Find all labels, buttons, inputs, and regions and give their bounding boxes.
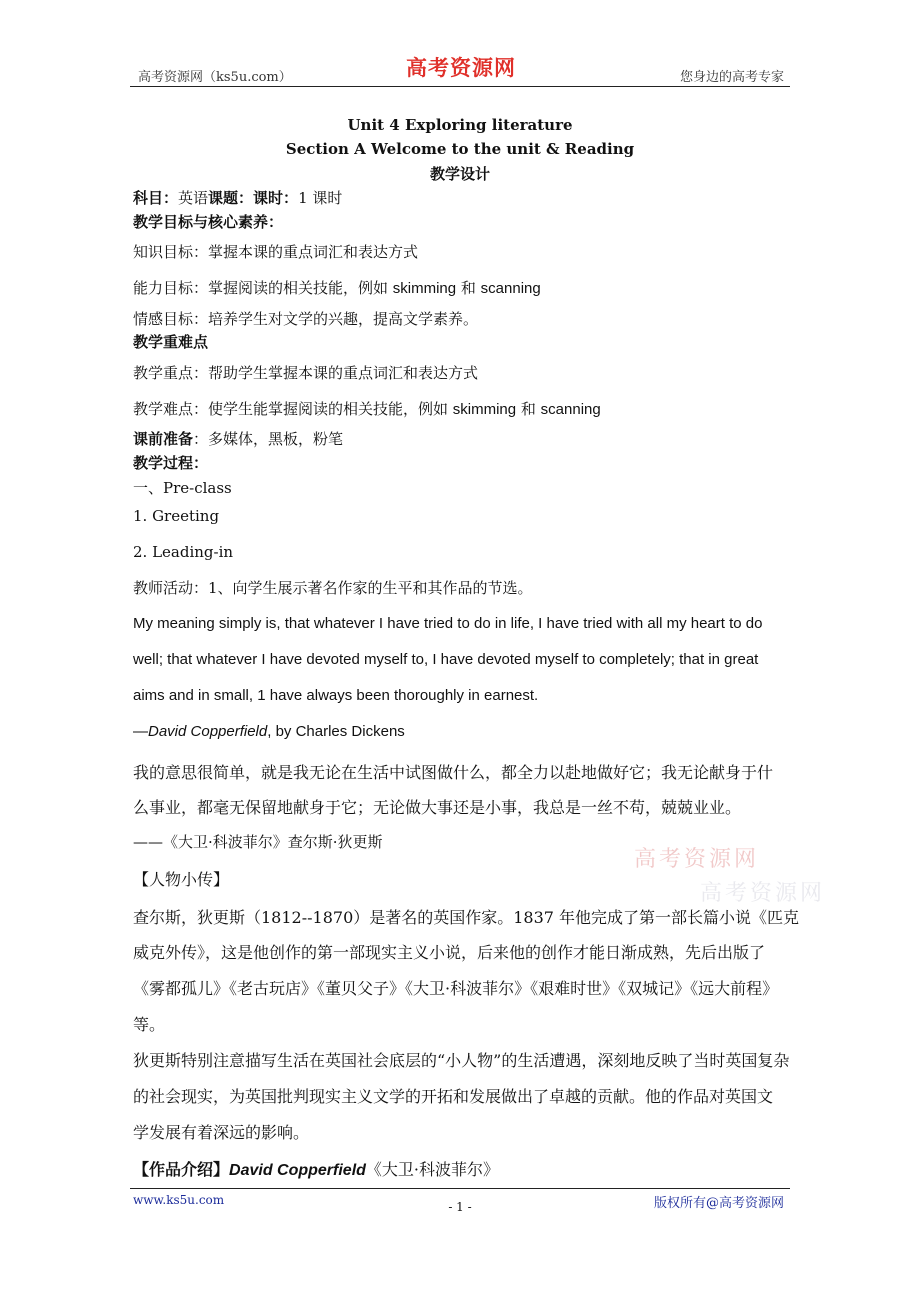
work-heading: 【作品介绍】	[133, 1160, 230, 1179]
subject-label: 科目：	[133, 189, 179, 207]
page-number: - 1 -	[448, 1200, 472, 1214]
prep-label: 课前准备	[133, 430, 194, 448]
quote-line-2: well; that whatever I have devoted myself to, I have devoted myself to completely; that in great	[133, 651, 759, 668]
key-difficulty-and: 和	[516, 400, 541, 418]
unit-title: Unit 4 Exploring literature	[347, 116, 573, 134]
quote-line-3: aims and in small, 1 have always been thoroughly in earnest.	[133, 687, 539, 704]
header-logo: 高考资源网	[406, 55, 516, 80]
goal-ability-prefix: 能力目标：掌握阅读的相关技能，例如	[133, 279, 393, 297]
preclass-heading: 一、Pre-class	[133, 479, 232, 497]
goal-ability-scanning: scanning	[480, 280, 541, 297]
header-site-name: 高考资源网（ks5u.com）	[138, 70, 292, 85]
goals-heading: 教学目标与核心素养：	[133, 213, 284, 231]
work-title: David Copperfield	[229, 1162, 366, 1179]
hours-value: 1 课时	[298, 189, 343, 207]
bio-p1-line-3: 《雾都孤儿》《老古玩店》《董贝父子》《大卫·科波菲尔》《艰难时世》《双城记》《远大前程》	[133, 979, 779, 998]
subject-value: 英语	[178, 189, 209, 207]
work-cn-title: 《大卫·科波菲尔》	[365, 1160, 500, 1179]
hours-label: 课时：	[253, 189, 299, 207]
quote-source	[133, 723, 405, 740]
bio-p2-line-3: 学发展有着深远的影响。	[133, 1123, 310, 1142]
header-divider	[130, 86, 790, 87]
bio-p2-line-1: 狄更斯特别注意描写生活在英国社会底层的“小人物”的生活遭遇，深刻地反映了当时英国复杂	[133, 1051, 790, 1070]
key-difficulty-scanning: scanning	[540, 401, 601, 418]
translation-line-2: 么事业，都毫无保留地献身于它；无论做大事还是小事，我总是一丝不苟，兢兢业业。	[133, 798, 742, 817]
goal-emotion: 情感目标：培养学生对文学的兴趣，提高文学素养。	[133, 310, 479, 328]
topic-label: 课题：	[208, 189, 254, 207]
goal-ability-and: 和	[456, 279, 481, 297]
quote-line-1: My meaning simply is, that whatever I have tried to do in life, I have tried with all my heart to do	[133, 615, 763, 632]
footer-url[interactable]: www.ks5u.com	[133, 1193, 225, 1207]
step-greeting: 1. Greeting	[133, 507, 220, 525]
footer-divider	[130, 1188, 790, 1189]
work-intro	[133, 1157, 499, 1180]
key-points-heading: 教学重难点	[133, 333, 209, 351]
key-difficulty-skimming: skimming	[452, 401, 517, 418]
key-focus: 教学重点：帮助学生掌握本课的重点词汇和表达方式	[133, 364, 479, 382]
meta-row	[133, 187, 342, 208]
watermark-line-2: 高考资源网	[700, 881, 826, 906]
translation-line-1: 我的意思很简单，就是我无论在生活中试图做什么，都全力以赴地做好它；我无论献身于什	[133, 763, 774, 782]
translation-source: ——《大卫·科波菲尔》查尔斯·狄更斯	[133, 833, 383, 851]
bio-p2-line-2: 的社会现实，为英国批判现实主义文学的开拓和发展做出了卓越的贡献。他的作品对英国文	[133, 1087, 774, 1106]
header-slogan: 您身边的高考专家	[679, 70, 784, 85]
key-difficulty	[133, 398, 601, 419]
teacher-activity: 教师活动：1、向学生展示著名作家的生平和其作品的节选。	[133, 579, 533, 597]
bio-p1-line-1: 查尔斯，狄更斯（1812--1870）是著名的英国作家。1837 年他完成了第一部长篇小说《匹克	[133, 908, 800, 927]
bio-p1-line-2: 威克外传》，这是他创作的第一部现实主义小说，后来他的创作才能日渐成熟，先后出版了	[133, 943, 766, 962]
watermark-line-1: 高考资源网	[634, 847, 760, 872]
quote-source-dash: —	[133, 723, 148, 740]
key-difficulty-prefix: 教学难点：使学生能掌握阅读的相关技能，例如	[133, 400, 453, 418]
goal-knowledge: 知识目标：掌握本课的重点词汇和表达方式	[133, 243, 419, 261]
design-title: 教学设计	[429, 165, 490, 183]
goal-ability-skimming: skimming	[392, 280, 457, 297]
process-heading: 教学过程：	[133, 454, 209, 472]
footer-copyright: 版权所有@高考资源网	[653, 1196, 784, 1211]
step-leading-in: 2. Leading-in	[133, 543, 234, 561]
bio-p1-line-4: 等。	[133, 1015, 166, 1034]
bio-heading: 【人物小传】	[133, 870, 230, 889]
section-title: Section A Welcome to the unit & Reading	[285, 140, 635, 158]
quote-source-author: , by Charles Dickens	[267, 723, 405, 740]
prep-value: ：多媒体，黑板，粉笔	[193, 430, 344, 448]
prep-row	[133, 428, 343, 449]
goal-ability	[133, 277, 541, 298]
quote-source-title: David Copperfield	[148, 723, 268, 740]
